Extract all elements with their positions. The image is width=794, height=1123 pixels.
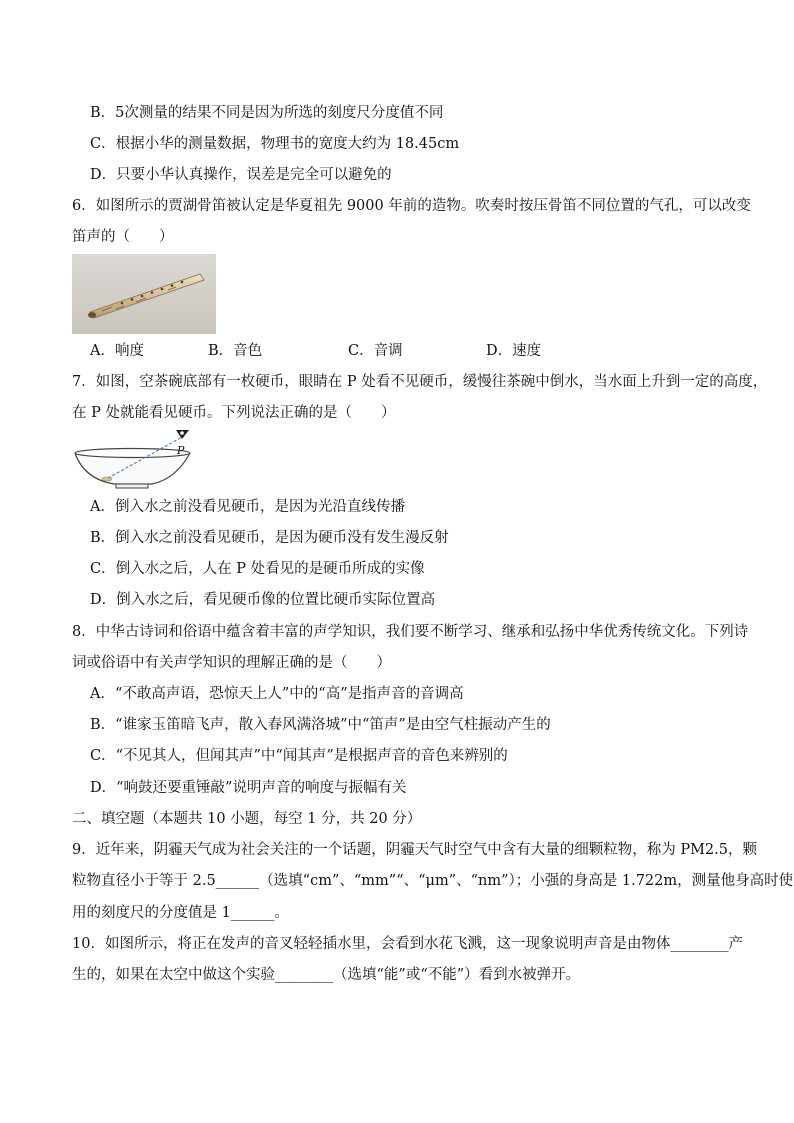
point-p-label: P <box>177 444 185 457</box>
question-9-line-3: 用的刻度尺的分度值是 1______。 <box>72 905 289 921</box>
q6-option-a: A．响度 <box>90 343 144 359</box>
q8-option-a: A．“不敢高声语，恐惊天上人”中的“高”是指声音的音调高 <box>90 686 464 702</box>
question-8-line-2: 词或俗语中有关声学知识的理解正确的是（ ） <box>72 655 391 671</box>
question-6-line-2: 笛声的（ ） <box>72 229 174 245</box>
question-6-line-1: 6．如图所示的贾湖骨笛被认定是华夏祖先 9000 年前的造物。吹奏时按压骨笛不同位置的气孔，可以改变 <box>72 198 751 214</box>
line-d-prev: D．只要小华认真操作，误差是完全可以避免的 <box>90 167 392 183</box>
q6-option-c: C．音调 <box>348 343 403 359</box>
question-8-line-1: 8．中华古诗词和俗语中蕴含着丰富的声学知识，我们要不断学习、继承和弘扬中华优秀传统文化。下列诗 <box>72 624 749 640</box>
line-c-prev: C．根据小华的测量数据，物理书的宽度大约为 18.45cm <box>90 136 460 152</box>
q6-option-b: B．音色 <box>208 343 263 359</box>
question-7-line-2: 在 P 处就能看见硬币。下列说法正确的是（ ） <box>72 405 396 421</box>
q8-option-b: B．“谁家玉笛暗飞声，散入春风满洛城”中“笛声”是由空气柱振动产生的 <box>90 717 551 733</box>
question-7-line-1: 7．如图，空茶碗底部有一枚硬币，眼睛在 P 处看不见硬币，缓慢往茶碗中倒水，当水面上升到一定的高度， <box>72 374 768 390</box>
question-10-line-1: 10．如图所示，将正在发声的音叉轻轻插水里，会看到水花飞溅，这一现象说明声音是由物体________产 <box>72 936 743 952</box>
q8-option-c: C．“不见其人，但闻其声”中“闻其声”是根据声音的音色来辨别的 <box>90 748 508 764</box>
question-9-line-2: 粒物直径小于等于 2.5______（选填“cm”、“mm”“、“μm”、“nm”）；小强的身高是 1.722m，测量他身高时使 <box>72 873 794 889</box>
bone-flute-photo <box>72 254 216 334</box>
section-2-heading: 二、填空题（本题共 10 小题，每空 1 分，共 20 分） <box>72 811 422 827</box>
q7-option-b: B．倒入水之前没看见硬币，是因为硬币没有发生漫反射 <box>90 530 449 546</box>
q7-option-d: D．倒入水之后，看见硬币像的位置比硬币实际位置高 <box>90 592 436 608</box>
q6-option-d: D．速度 <box>486 343 542 359</box>
question-9-line-1: 9．近年来，阴霾天气成为社会关注的一个话题，阴霾天气时空气中含有大量的细颗粒物，称为 PM2.5，颗 <box>72 842 757 858</box>
question-10-line-2: 生的，如果在太空中做这个实验________（选填“能”或“不能”）看到水被弹开。 <box>72 967 581 983</box>
q8-option-d: D．“响鼓还要重锤敲”说明声音的响度与振幅有关 <box>90 780 407 796</box>
q7-option-a: A．倒入水之前没看见硬币，是因为光沿直线传播 <box>90 499 405 515</box>
q7-option-c: C．倒入水之后，人在 P 处看见的是硬币所成的实像 <box>90 561 425 577</box>
tea-bowl-figure <box>72 427 196 491</box>
line-b-prev: B．5次测量的结果不同是因为所选的刻度尺分度值不同 <box>90 105 444 121</box>
